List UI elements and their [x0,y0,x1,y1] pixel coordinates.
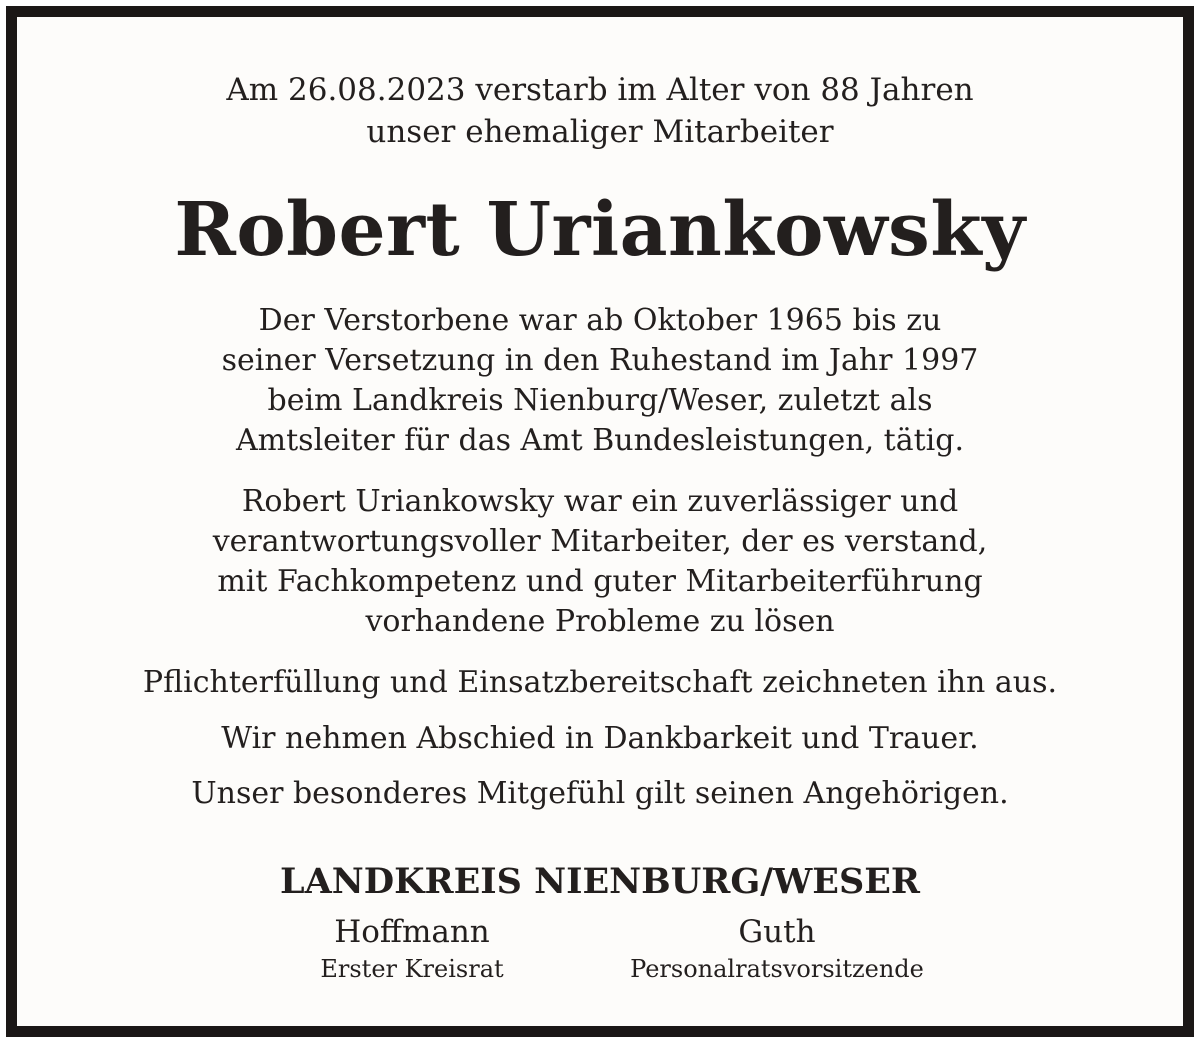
condolence-paragraph: Unser besonderes Mitgefühl gilt seinen Angehörigen. [191,776,1009,811]
career-paragraph [17,301,1183,461]
paragraph-line: verantwortungsvoller Mitarbeiter, der es verstand, [212,524,988,559]
paragraph-line: seiner Versetzung in den Ruhestand im Jahr 1997 [221,343,979,378]
farewell-paragraph: Wir nehmen Abschied in Dankbarkeit und Trauer. [221,721,979,756]
duty-paragraph: Pflichterfüllung und Einsatzbereitschaft zeichneten ihn aus. [142,665,1058,700]
intro-line: unser ehemaliger Mitarbeiter [366,114,834,150]
intro-text [17,69,1183,153]
signatory-name: Guth [738,914,816,950]
intro-line: Am 26.08.2023 verstarb im Alter von 88 Jahren [226,72,974,108]
paragraph-line: Der Verstorbene war ab Oktober 1965 bis zu [258,303,942,338]
signatory-name: Hoffmann [334,914,490,950]
organization-name: LANDKREIS NIENBURG/WESER [279,861,921,902]
paragraph-line: beim Landkreis Nienburg/Weser, zuletzt als [267,383,933,418]
paragraph-line: vorhandene Probleme zu lösen [365,604,835,639]
paragraph-line: mit Fachkompetenz und guter Mitarbeiterführung [217,564,983,599]
tribute-paragraph [17,482,1183,642]
signatory-hoffmann [272,912,552,986]
paragraph-line: Robert Uriankowsky war ein zuverlässiger und [241,484,959,519]
signatory-role: Erster Kreisrat [320,955,504,983]
obituary-frame [6,6,1194,1037]
signatory-guth [587,912,967,986]
signatory-role: Personalratsvorsitzende [630,955,924,983]
paragraph-line: Amtsleiter für das Amt Bundesleistungen, tätig. [236,423,964,458]
deceased-name: Robert Uriankowsky [174,187,1026,273]
